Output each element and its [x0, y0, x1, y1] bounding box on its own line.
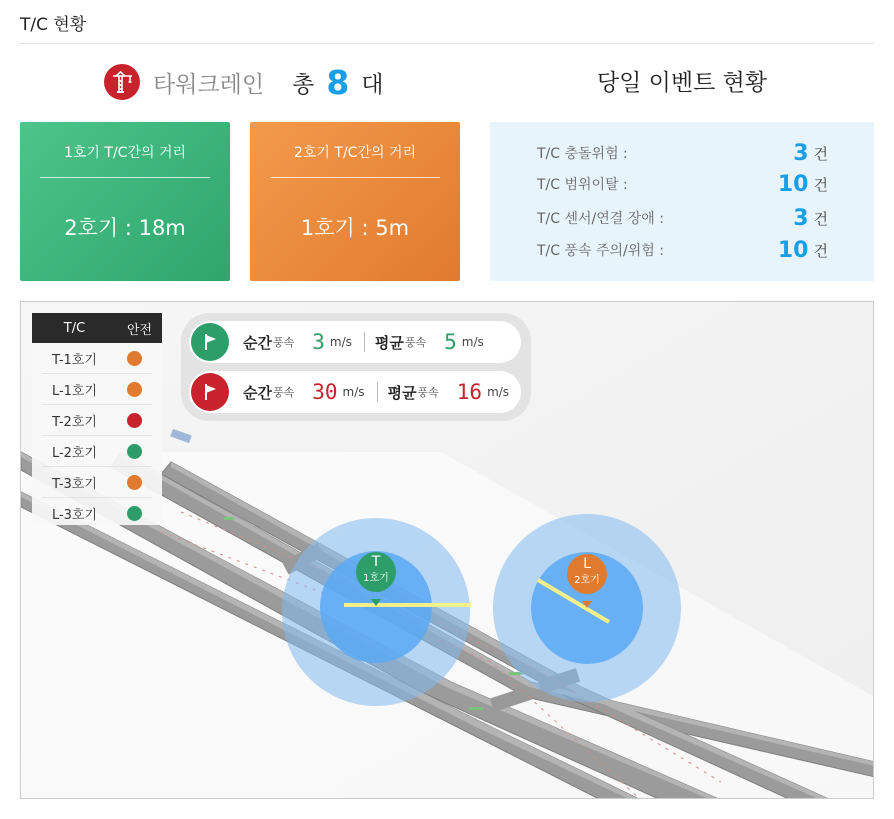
event-count: 3: [793, 205, 809, 231]
event-count: 3: [793, 140, 809, 166]
tower-crane-icon: [104, 64, 140, 100]
crane-marker-letter: T: [371, 554, 381, 570]
wind-row-danger: [189, 371, 521, 413]
crane-total-count: 8: [326, 62, 350, 102]
event-row-collision[interactable]: [537, 138, 828, 168]
instant-wind-value: 3: [312, 330, 325, 354]
crane-marker-pointer: [371, 599, 381, 606]
status-row-name: T-1호기: [52, 352, 97, 368]
distance-card-value: 2호기 : 18m: [64, 216, 186, 240]
event-label: T/C 센서/연결 장애 :: [537, 211, 664, 227]
status-row[interactable]: [42, 436, 152, 467]
wind-unit: m/s: [461, 335, 484, 349]
wind-unit: m/s: [342, 385, 365, 399]
status-header-name: T/C: [63, 320, 86, 336]
wind-unit: m/s: [329, 335, 352, 349]
status-row[interactable]: [42, 405, 152, 436]
crane-marker-sub: 2호기: [574, 575, 600, 586]
instant-wind-label: 순간: [243, 383, 272, 402]
events-title: 당일 이벤트 현황: [596, 70, 768, 96]
event-label: T/C 충돌위험 :: [537, 146, 628, 162]
crane-total-prefix: 총: [292, 71, 315, 98]
site-map-view[interactable]: [20, 301, 874, 799]
crane-marker-sub: 1호기: [363, 573, 389, 584]
instant-wind-sub: 풍속: [272, 336, 295, 349]
event-unit: 건: [813, 241, 828, 260]
avg-wind-value: 5: [444, 330, 457, 354]
event-unit: 건: [813, 209, 828, 228]
avg-wind-value: 16: [456, 380, 483, 404]
wind-row-normal: [189, 321, 521, 363]
status-row-name: L-2호기: [51, 445, 98, 461]
event-row-out-of-range[interactable]: [537, 169, 828, 199]
event-row-sensor-failure[interactable]: [537, 203, 828, 233]
avg-wind-sub: 풍속: [417, 386, 439, 399]
page-title: T/C 현황: [20, 15, 87, 35]
status-dot-icon: [127, 506, 142, 521]
status-dot-icon: [127, 413, 142, 428]
wind-divider: [377, 382, 378, 402]
distance-card-value: 1호기 : 5m: [300, 216, 410, 240]
status-row[interactable]: [42, 343, 152, 374]
flag-icon: [191, 323, 229, 361]
status-table-header: [32, 313, 162, 343]
crane-marker-t1[interactable]: [356, 552, 396, 592]
status-dot-icon: [127, 382, 142, 397]
events-panel: [490, 122, 874, 281]
status-row[interactable]: [42, 467, 152, 498]
status-row[interactable]: [42, 498, 152, 528]
distance-card-1[interactable]: [20, 122, 230, 281]
instant-wind-label: 순간: [243, 333, 272, 352]
crane-status-table: [32, 313, 162, 525]
crane-total-summary: [104, 62, 384, 102]
distance-card-divider: [270, 177, 440, 178]
event-count: 10: [777, 171, 809, 197]
crane-total-label: 타워크레인: [153, 71, 265, 98]
avg-wind-label: 평균: [387, 383, 417, 402]
status-dot-icon: [127, 351, 142, 366]
crane-marker-l2[interactable]: [567, 554, 607, 594]
status-header-status: 안전: [126, 322, 153, 338]
event-unit: 건: [813, 144, 828, 163]
event-count: 10: [777, 237, 809, 263]
crane-marker-letter: L: [583, 556, 591, 572]
status-dot-icon: [127, 475, 142, 490]
crane-total-suffix: 대: [361, 71, 384, 98]
wind-speed-panel: [181, 313, 531, 421]
title-divider: [20, 43, 874, 44]
event-label: T/C 범위이탈 :: [537, 177, 628, 193]
wind-divider: [364, 332, 365, 352]
event-row-wind-warning[interactable]: [537, 235, 828, 265]
event-unit: 건: [813, 175, 828, 194]
wind-unit: m/s: [487, 385, 510, 399]
instant-wind-sub: 풍속: [272, 386, 295, 399]
avg-wind-label: 평균: [374, 333, 404, 352]
avg-wind-sub: 풍속: [404, 336, 427, 349]
distance-card-2[interactable]: [250, 122, 460, 281]
event-label: T/C 풍속 주의/위험 :: [537, 243, 664, 259]
status-row[interactable]: [42, 374, 152, 405]
status-row-name: T-2호기: [52, 414, 97, 430]
crane-marker-pointer: [582, 601, 592, 608]
status-dot-icon: [127, 444, 142, 459]
flag-icon: [191, 373, 229, 411]
status-row-name: L-1호기: [51, 383, 98, 399]
instant-wind-value: 30: [312, 380, 338, 404]
distance-card-title: 1호기 T/C간의 거리: [64, 145, 186, 161]
status-row-name: L-3호기: [51, 507, 98, 523]
status-row-name: T-3호기: [52, 476, 97, 492]
distance-card-divider: [40, 177, 210, 178]
distance-card-title: 2호기 T/C간의 거리: [294, 145, 416, 161]
